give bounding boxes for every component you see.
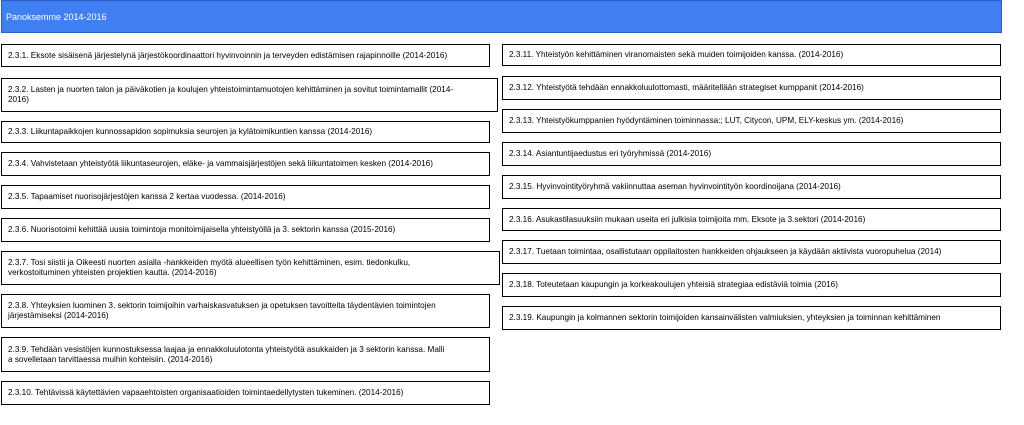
item-2-3-16: 2.3.16. Asukastilasuuksiin mukaan useita eri julkisia toimijoita mm. Eksote ja 3.sektori (2014-2016)	[502, 208, 1001, 231]
item-2-3-7: 2.3.7. Tosi siistii ja Oikeesti nuorten asialla -hankkeiden myötä alueellisen työn kehittäminen, esim. tiedonkulku, verkostoituminen yhteisten projektien kautta. (2014-2016)	[1, 251, 500, 285]
item-2-3-8: 2.3.8. Yhteyksien luominen 3. sektorin toimijoihin varhaiskasvatuksen ja opetuksen tavoitteita täydentävien toimintojen järjestämiseksi (2014-2016)	[1, 294, 490, 328]
item-2-3-3: 2.3.3. Liikuntapaikkojen kunnossapidon sopimuksia seurojen ja kylätoimikuntien kanssa (2014-2016)	[1, 121, 490, 143]
item-2-3-11: 2.3.11. Yhteistyön kehittäminen viranomaisten sekä muiden toimijoiden kanssa. (2014-2016)	[502, 44, 1001, 66]
item-2-3-4: 2.3.4. Vahvistetaan yhteistyötä liikuntaseurojen, eläke- ja vammaisjärjestöjen sekä liikuntatoimen kesken (2014-2016)	[1, 152, 490, 176]
panos-header	[1, 0, 1002, 33]
item-2-3-18: 2.3.18. Toteutetaan kaupungin ja korkeakoulujen yhteisiä strategiaa edistäviä toimia (2016)	[502, 273, 1001, 297]
item-2-3-13: 2.3.13. Yhteistyökumppanien hyödyntäminen toiminnassa:; LUT, Citycon, UPM, ELY-keskus ym. (2014-2016)	[502, 109, 1001, 133]
item-2-3-10: 2.3.10. Tehtävissä käytettävien vapaaehtoisten organisaatioiden toimintaedellytysten tukeminen. (2014-2016)	[1, 381, 490, 405]
item-2-3-19: 2.3.19. Kaupungin ja kolmannen sektorin toimijoiden kansainvälisten valmiuksien, yhteyksien ja toiminnan kehittäminen	[502, 306, 1001, 330]
item-2-3-9: 2.3.9. Tehdään vesistöjen kunnostuksessa laajaa ja ennakkoluulotonta yhteistyötä asukkaiden ja 3 sektorin kanssa. Malli a sovelletaan tarvittaessa muihin kohteisiin. (2014-2016)	[1, 337, 490, 372]
item-2-3-5: 2.3.5. Tapaamiset nuorisojärjestöjen kanssa 2 kertaa vuodessa. (2014-2016)	[1, 185, 490, 209]
header-title: Panoksemme 2014-2016	[6, 11, 107, 22]
item-2-3-1: 2.3.1. Eksote sisäisenä järjestelynä järjestökoordinaattori hyvinvoinnin ja terveyden edistämisen rajapinnoille (2014-2016)	[1, 44, 490, 67]
item-2-3-12: 2.3.12. Yhteistyötä tehdään ennakkoluulottomasti, määritellään strategiset kumppanit (2014-2016)	[502, 76, 1001, 100]
item-2-3-6: 2.3.6. Nuorisotoimi kehittää uusia toimintoja monitoimijaisella yhteistyöllä ja 3. sektorin kanssa (2015-2016)	[1, 218, 490, 242]
item-2-3-17: 2.3.17. Tuetaan toimintaa, osallistutaan oppilaitosten hankkeiden ohjaukseen ja käydään aktiivista vuoropuhelua (2014)	[502, 240, 1001, 264]
item-2-3-15: 2.3.15. Hyvinvointityöryhmä vakiinnuttaa aseman hyvinvointityön koordinoijana (2014-2016)	[502, 175, 1001, 199]
item-2-3-14: 2.3.14. Asiantuntijaedustus eri työryhmissä (2014-2016)	[502, 142, 1001, 166]
item-2-3-2: 2.3.2. Lasten ja nuorten talon ja päiväkotien ja koulujen yhteistoimintamuotojen kehittäminen ja sovitut toimintamallit (2014- 2016)	[1, 78, 498, 112]
